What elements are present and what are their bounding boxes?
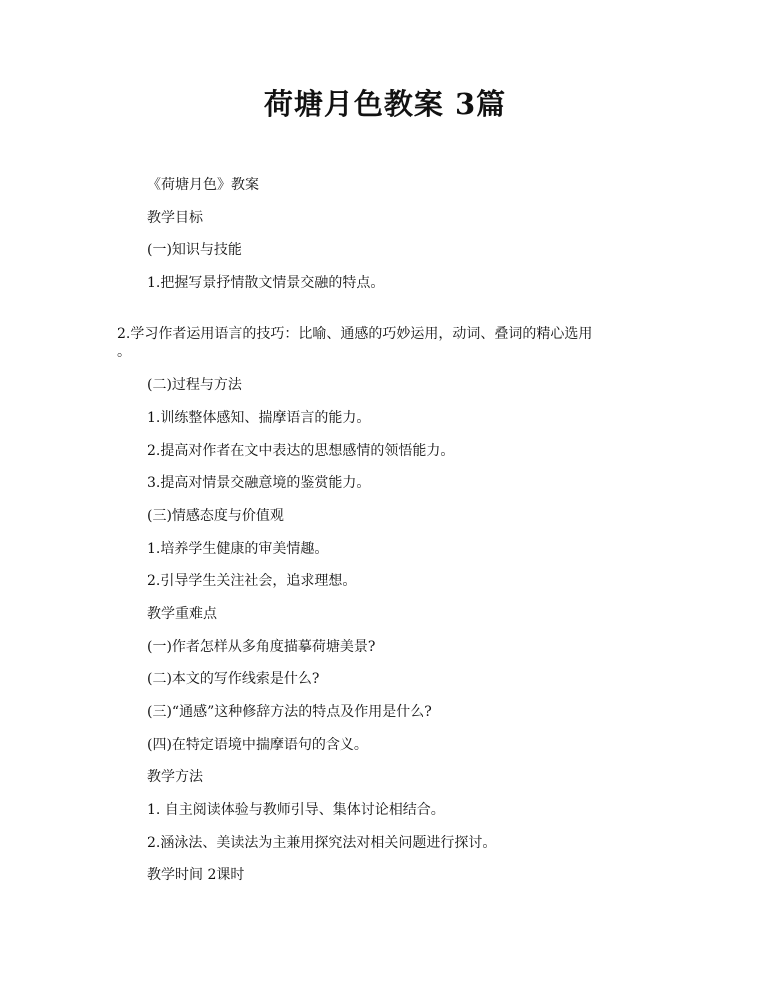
subsection-heading: (一)知识与技能 [147,242,242,258]
subsection-heading: (三)情感态度与价值观 [147,508,284,524]
section-heading: 教学目标 [147,210,203,226]
list-item-wrap: 。 [117,344,131,360]
list-item: (三)“通感”这种修辞方法的特点及作用是什么? [147,704,432,720]
list-item: 2.引导学生关注社会，追求理想。 [147,573,357,589]
list-item: 1.把握写景抒情散文情景交融的特点。 [147,275,385,291]
section-heading: 教学时间 2课时 [147,867,245,883]
list-item: (四)在特定语境中揣摩语句的含义。 [147,737,368,753]
section-heading: 教学重难点 [147,606,217,622]
list-item: 2.学习作者运用语言的技巧：比喻、通感的巧妙运用，动词、叠词的精心选用 [117,326,593,342]
list-item: 1.训练整体感知、揣摩语言的能力。 [147,410,371,426]
list-item: 1.培养学生健康的审美情趣。 [147,541,329,557]
list-item: (二)本文的写作线索是什么? [147,671,320,687]
list-item: 1. 自主阅读体验与教师引导、集体讨论相结合。 [147,802,445,818]
paragraph-heading: 《荷塘月色》教案 [147,177,259,193]
list-item: 3.提高对情景交融意境的鉴赏能力。 [147,475,371,491]
list-item: 2.提高对作者在文中表达的思想感情的领悟能力。 [147,443,455,459]
list-item: 2.涵泳法、美读法为主兼用探究法对相关问题进行探讨。 [147,835,497,851]
document-title: 荷塘月色教案 3篇 [263,87,507,121]
section-heading: 教学方法 [147,769,203,785]
subsection-heading: (二)过程与方法 [147,377,242,393]
list-item: (一)作者怎样从多角度描摹荷塘美景? [147,639,376,655]
